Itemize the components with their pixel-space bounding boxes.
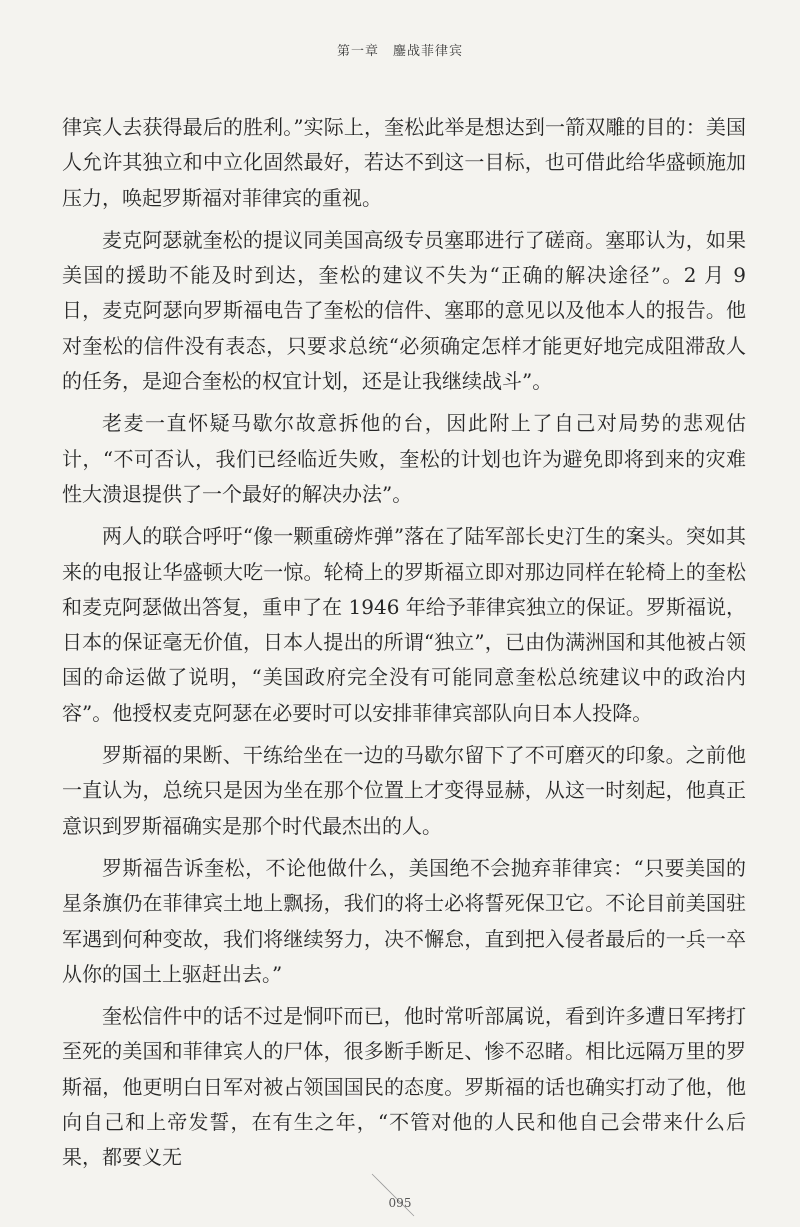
paragraph: 奎松信件中的话不过是恫吓而已，他时常听部属说，看到许多遭日军拷打至死的美国和菲律宾人的尸体，很多断手断足、惨不忍睹。相比远隔万里的罗斯福，他更明白日军对被占领国国民的态度。罗斯福的话也确实打动了他，他向自己和上帝发誓，在有生之年，“不管对他的人民和他自己会带来什么后果，都要义无 <box>62 1004 746 1170</box>
paragraph: 罗斯福告诉奎松，不论他做什么，美国绝不会抛弃菲律宾：“只要美国的星条旗仍在菲律宾土地上飘扬，我们的将士必将誓死保卫它。不论目前美国驻军遇到何种变故，我们将继续努力，决不懈怠，直到把入侵者最后的一兵一卒从你的国土上驱赶出去。” <box>62 855 746 986</box>
page-fold-mark <box>370 1170 420 1220</box>
paragraph: 律宾人去获得最后的胜利。”实际上，奎松此举是想达到一箭双雕的目的：美国人允许其独立和中立化固然最好，若达不到这一目标，也可借此给华盛顿施加压力，唤起罗斯福对菲律宾的重视。 <box>62 115 746 210</box>
paragraph: 两人的联合呼吁“像一颗重磅炸弹”落在了陆军部长史汀生的案头。突如其来的电报让华盛顿大吃一惊。轮椅上的罗斯福立即对那边同样在轮椅上的奎松和麦克阿瑟做出答复，重申了在 1946 年给予菲律宾独立的保证。罗斯福说，日本的保证毫无价值，日本人提出的所谓“独立”，已由伪满洲国和其他被占领国的命运做了说明，“美国政府完全没有可能同意奎松总统建议中的政治内容”。他授权麦克阿瑟在必要时可以安排菲律宾部队向日本人投降。 <box>62 524 746 725</box>
paragraph: 老麦一直怀疑马歇尔故意拆他的台，因此附上了自己对局势的悲观估计，“不可否认，我们已经临近失败，奎松的计划也许为避免即将到来的灾难性大溃退提供了一个最好的解决办法”。 <box>62 411 746 506</box>
paragraph: 麦克阿瑟就奎松的提议同美国高级专员塞耶进行了磋商。塞耶认为，如果美国的援助不能及时到达，奎松的建议不失为“正确的解决途径”。2 月 9 日，麦克阿瑟向罗斯福电告了奎松的信件、塞耶的意见以及他本人的报告。他对奎松的信件没有表态，只要求总统“必须确定怎样才能更好地完成阻滞敌人的任务，是迎合奎松的权宜计划，还是让我继续战斗”。 <box>62 227 746 394</box>
paragraph: 罗斯福的果断、干练给坐在一边的马歇尔留下了不可磨灭的印象。之前他一直认为，总统只是因为坐在那个位置上才变得显赫，从这一时刻起，他真正意识到罗斯福确实是那个时代最杰出的人。 <box>62 743 746 838</box>
body-text <box>62 110 746 1183</box>
running-header: 第一章 鏖战菲律宾 <box>336 44 463 59</box>
page-number: 095 <box>388 1196 412 1210</box>
